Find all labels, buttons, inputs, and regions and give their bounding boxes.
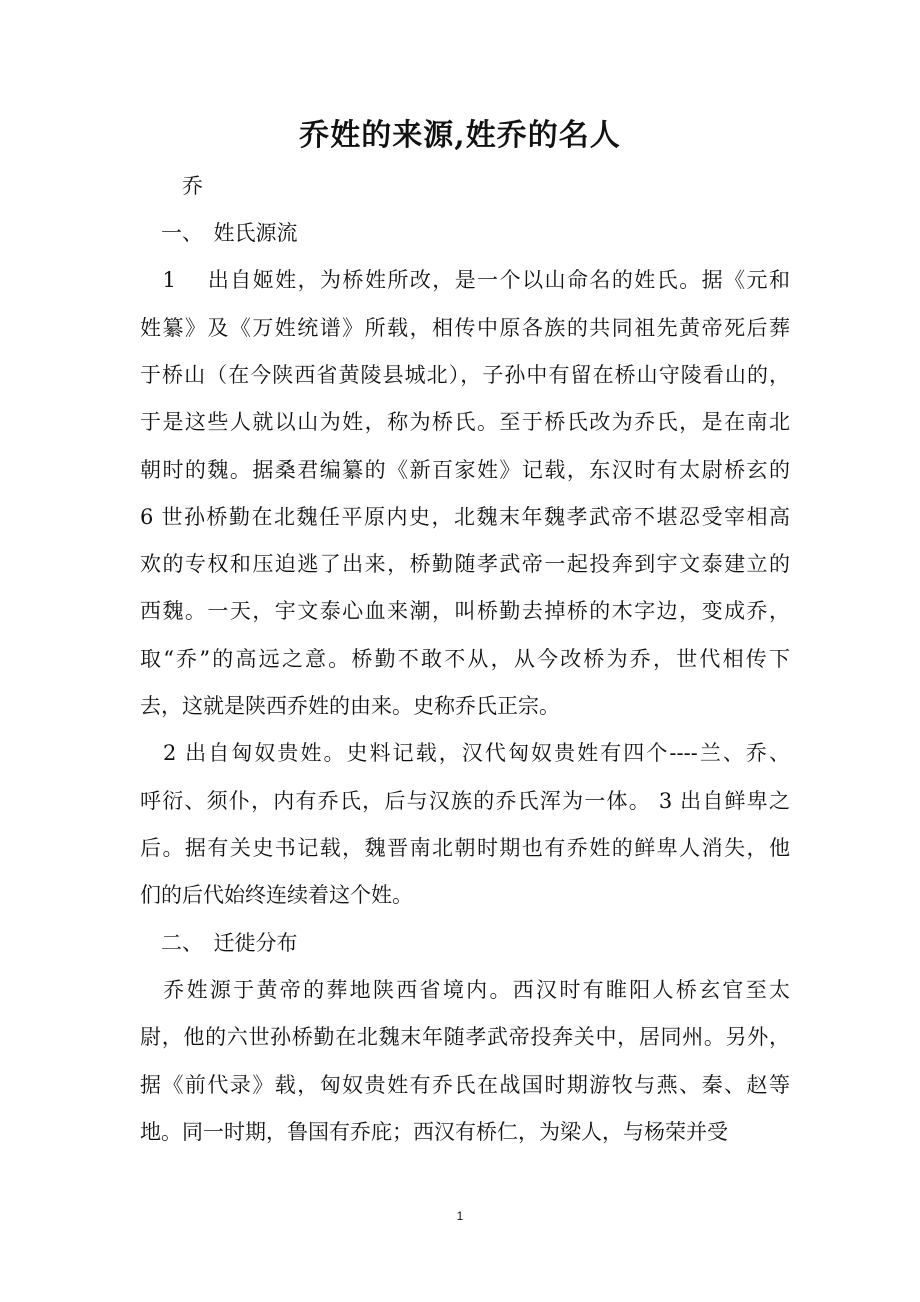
section-heading-origin: 一、 姓氏源流 <box>140 221 298 245</box>
text-line: 欢的专权和压迫逃了出来，桥勤随孝武帝一起投奔到宇文泰建立的 <box>140 552 790 576</box>
text-line: 姓纂》及《万姓统谱》所载，相传中原各族的共同祖先黄帝死后葬 <box>140 316 790 340</box>
text-line-surname: 乔 <box>140 174 203 198</box>
text-line: 据《前代录》载，匈奴贵姓有乔氏在战国时期游牧与燕、秦、赵等 <box>140 1073 790 1097</box>
text-line: 后。据有关史书记载，魏晋南北朝时期也有乔姓的鲜卑人消失，他 <box>140 836 790 860</box>
text-line: 取“乔”的高远之意。桥勤不敢不从，从今改桥为乔，世代相传下 <box>140 647 790 671</box>
text-line: 地。同一时期，鲁国有乔庇；西汉有桥仁，为梁人，与杨荣并受 <box>140 1120 728 1144</box>
text-line: 呼衍、须仆，内有乔氏，后与汉族的乔氏浑为一体。 3 出自鲜卑之 <box>140 789 790 813</box>
text-line: 尉，他的六世孙桥勤在北魏末年随孝武帝投奔关中，居同州。另外， <box>140 1025 790 1049</box>
text-line: 于是这些人就以山为姓，称为桥氏。至于桥氏改为乔氏，是在南北 <box>140 410 790 434</box>
section-heading-migration: 二、 迁徙分布 <box>140 931 298 955</box>
text-line: 2 出自匈奴贵姓。史料记载，汉代匈奴贵姓有四个----兰、乔、 <box>140 741 790 765</box>
text-line: 去，这就是陕西乔姓的由来。史称乔氏正宗。 <box>140 694 560 718</box>
text-line: 西魏。一天，宇文泰心血来潮，叫桥勤去掉桥的木字边，变成乔， <box>140 599 790 623</box>
page-title: 乔姓的来源,姓乔的名人 <box>299 118 621 153</box>
text-line: 于桥山（在今陕西省黄陵县城北），子孙中有留在桥山守陵看山的， <box>140 363 790 387</box>
page-number: 1 <box>456 1209 464 1223</box>
text-line: 6 世孙桥勤在北魏任平原内史，北魏末年魏孝武帝不堪忍受宰相高 <box>140 505 790 529</box>
text-line: 朝时的魏。据桑君编纂的《新百家姓》记载，东汉时有太尉桥玄的 <box>140 458 790 482</box>
text-line: 1 出自姬姓，为桥姓所改，是一个以山命名的姓氏。据《元和 <box>140 268 790 292</box>
text-line: 们的后代始终连续着这个姓。 <box>140 883 413 907</box>
text-line: 乔姓源于黄帝的葬地陕西省境内。西汉时有睢阳人桥玄官至太 <box>140 978 790 1002</box>
